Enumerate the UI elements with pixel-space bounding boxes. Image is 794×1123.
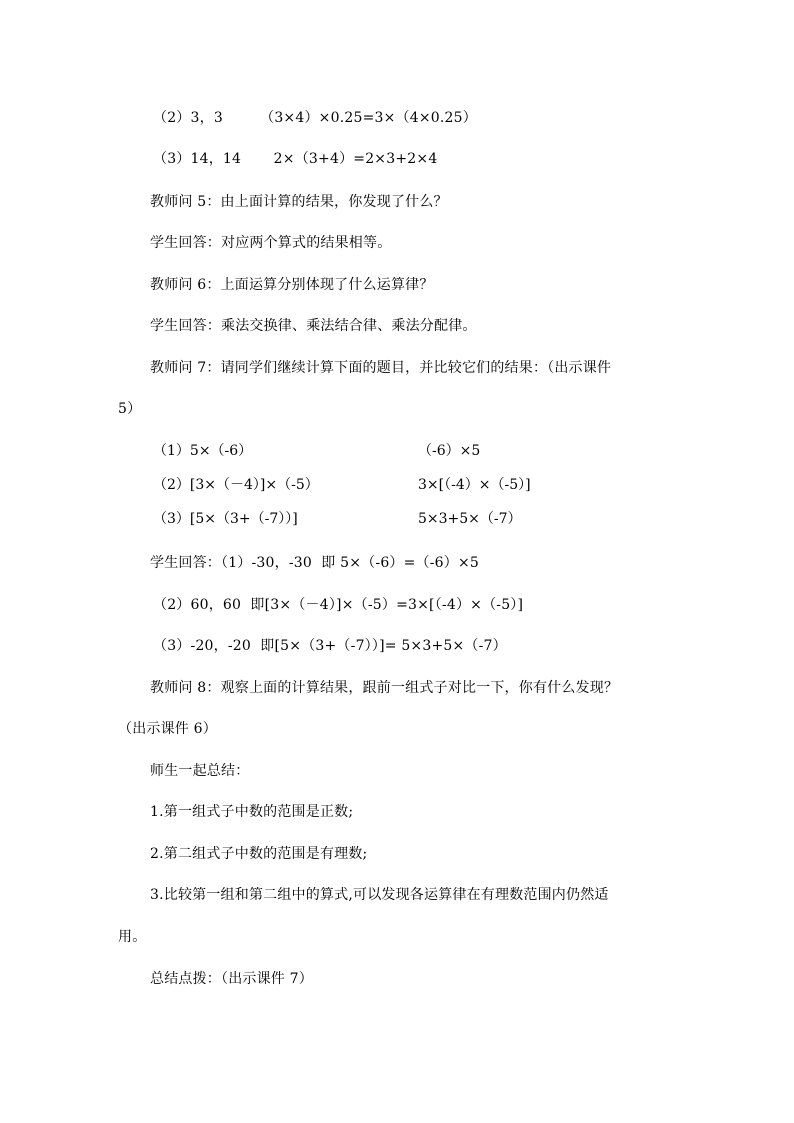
student-answer-7-1: 学生回答：（1）-30，-30 即 5×（-6）=（-6）×5: [150, 555, 480, 571]
student-answer-6: 学生回答：乘法交换律、乘法结合律、乘法分配律。: [150, 318, 477, 334]
summary-heading: 师生一起总结：: [150, 763, 250, 779]
summary-item-2: 2.第二组式子中数的范围是有理数;: [150, 846, 368, 862]
teacher-question-8: 教师问 8：观察上面的计算结果，跟前一组式子对比一下，你有什么发现？: [150, 680, 619, 696]
summary-tip: 总结点拨：（出示课件 7）: [150, 971, 313, 987]
teacher-question-8-cont: （出示课件 6）: [118, 721, 217, 737]
answer-line-2: （2）3，3 （3×4）×0.25=3×（4×0.25）: [153, 110, 477, 126]
exercise-1-right: （-6）×5: [418, 443, 481, 459]
exercise-3-right: 5×3+5×（-7）: [418, 511, 522, 527]
student-answer-7-2: （2）60，60 即[3×（－4）]×（-5）=3×[（-4）×（-5）]: [153, 597, 524, 613]
student-answer-7-3: （3）-20，-20 即[5×（3+（-7））]= 5×3+5×（-7）: [153, 638, 507, 654]
exercise-2-left: （2）[3×（－4）]×（-5）: [153, 477, 319, 493]
teacher-question-7-cont: 5）: [118, 401, 142, 417]
exercise-2-right: 3×[（-4）×（-5）]: [418, 477, 531, 493]
exercise-1-left: （1）5×（-6）: [153, 443, 253, 459]
teacher-question-7: 教师问 7：请同学们继续计算下面的题目，并比较它们的结果：（出示课件: [150, 360, 612, 376]
teacher-question-6: 教师问 6：上面运算分别体现了什么运算律？: [150, 277, 434, 293]
student-answer-5: 学生回答：对应两个算式的结果相等。: [150, 235, 392, 251]
summary-item-3: 3.比较第一组和第二组中的算式,可以发现各运算律在有理数范围内仍然适: [150, 887, 609, 903]
teacher-question-5: 教师问 5：由上面计算的结果，你发现了什么？: [150, 194, 448, 210]
summary-item-3-cont: 用。: [118, 929, 147, 945]
exercise-3-left: （3）[5×（3+（-7））]: [153, 511, 298, 527]
summary-item-1: 1.第一组式子中数的范围是正数;: [150, 804, 354, 820]
answer-line-3: （3）14，14 2×（3+4）=2×3+2×4: [153, 151, 438, 167]
